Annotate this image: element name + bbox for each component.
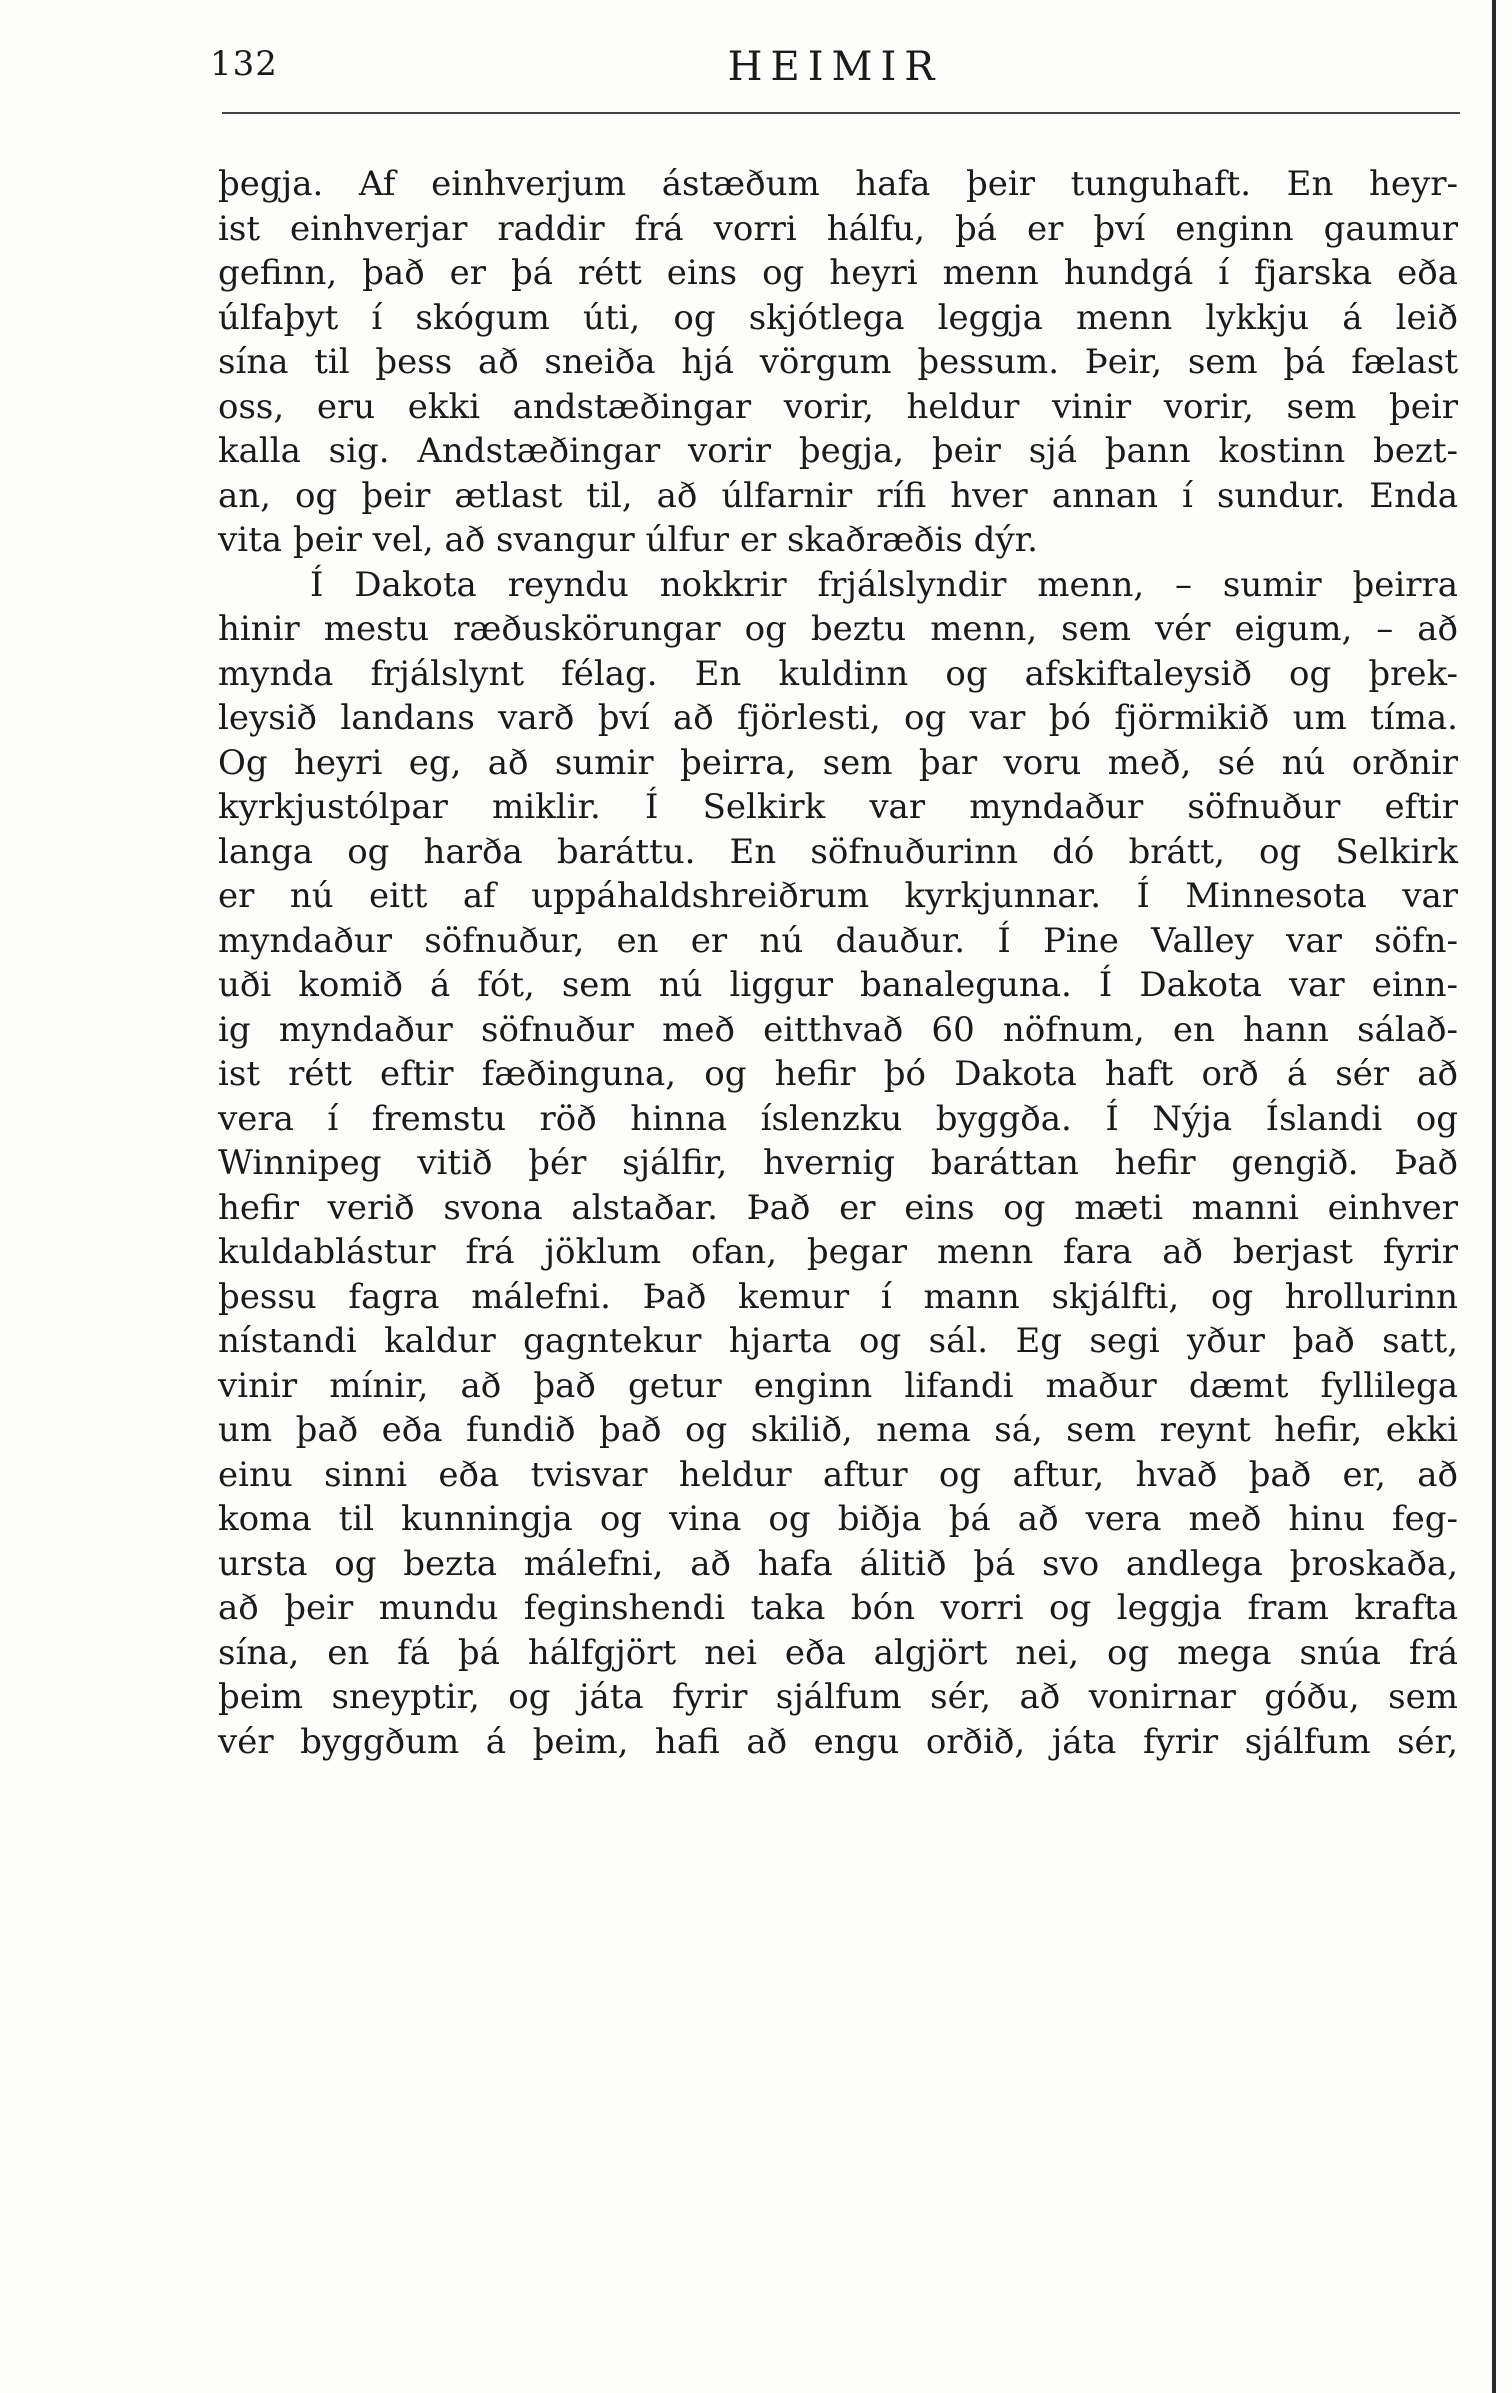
text-line: nístandi kaldur gagntekur hjarta og sál. Eg segi yður það satt, bbox=[218, 1321, 1458, 1361]
text-line: kuldablástur frá jöklum ofan, þegar menn fara að berjast fyrir bbox=[218, 1232, 1458, 1272]
page-header bbox=[210, 44, 1460, 104]
text-line: vér byggðum á þeim, hafi að engu orðið, játa fyrir sjálfum sér, bbox=[218, 1721, 1458, 1762]
text-line: gefinn, það er þá rétt eins og heyri menn hundgá í fjarska eða bbox=[218, 253, 1458, 293]
text-line: langa og harða baráttu. En söfnuðurinn dó brátt, og Selkirk bbox=[218, 831, 1458, 872]
text-line: ist einhverjar raddir frá vorri hálfu, þá er því enginn gaumur bbox=[218, 208, 1458, 249]
text-line: þeim sneyptir, og játa fyrir sjálfum sér, að vonirnar góðu, sem bbox=[218, 1677, 1458, 1717]
text-line: sína, en fá þá hálfgjört nei eða algjört nei, og mega snúa frá bbox=[218, 1632, 1458, 1673]
text-line: ist rétt eftir fæðinguna, og hefir þó Dakota haft orð á sér að bbox=[218, 1054, 1458, 1094]
text-line: kalla sig. Andstæðingar vorir þegja, þeir sjá þann kostinn bezt- bbox=[218, 431, 1458, 471]
text-line: sína til þess að sneiða hjá vörgum þessum. Þeir, sem þá fælast bbox=[218, 342, 1458, 382]
text-line: um það eða fundið það og skilið, nema sá, sem reynt hefir, ekki bbox=[218, 1410, 1458, 1450]
text-line: vera í fremstu röð hinna íslenzku byggða. Í Nýja Íslandi og bbox=[218, 1098, 1458, 1139]
text-line: uði komið á fót, sem nú liggur banaleguna. Í Dakota var einn- bbox=[218, 965, 1458, 1005]
body-text bbox=[218, 162, 1458, 1764]
page-edge-rule bbox=[1492, 0, 1496, 2393]
header-rule bbox=[222, 112, 1460, 114]
text-line: leysið landans varð því að fjörlesti, og var þó fjörmikið um tíma. bbox=[218, 698, 1458, 738]
text-line: Og heyri eg, að sumir þeirra, sem þar voru með, sé nú orðnir bbox=[218, 742, 1458, 783]
text-line: hinir mestu ræðuskörungar og beztu menn, sem vér eigum, – að bbox=[218, 609, 1458, 649]
text-line: ursta og bezta málefni, að hafa álitið þá svo andlega þroskaða, bbox=[218, 1543, 1458, 1584]
page-number: 132 bbox=[210, 44, 278, 84]
text-line: Winnipeg vitið þér sjálfir, hvernig baráttan hefir gengið. Það bbox=[218, 1143, 1458, 1183]
text-line: ig myndaður söfnuður með eitthvað 60 nöfnum, en hann sálað- bbox=[218, 1009, 1458, 1050]
text-line: þegja. Af einhverjum ástæðum hafa þeir tunguhaft. En heyr- bbox=[218, 164, 1458, 204]
text-line: vinir mínir, að það getur enginn lifandi maður dæmt fyllilega bbox=[218, 1365, 1458, 1406]
text-line: mynda frjálslynt félag. En kuldinn og afskiftaleysið og þrek- bbox=[218, 653, 1458, 694]
text-line: koma til kunningja og vina og biðja þá að vera með hinu feg- bbox=[218, 1499, 1458, 1539]
text-line: Í Dakota reyndu nokkrir frjálslyndir menn, – sumir þeirra bbox=[310, 564, 1458, 605]
text-line: hefir verið svona alstaðar. Það er eins og mæti manni einhver bbox=[218, 1187, 1458, 1228]
text-line: an, og þeir ætlast til, að úlfarnir rífi hver annan í sundur. Enda bbox=[218, 475, 1458, 516]
text-line: að þeir mundu feginshendi taka bón vorri og leggja fram krafta bbox=[218, 1588, 1458, 1628]
text-line: einu sinni eða tvisvar heldur aftur og aftur, hvað það er, að bbox=[218, 1454, 1458, 1495]
text-line: kyrkjustólpar miklir. Í Selkirk var myndaður söfnuður eftir bbox=[218, 787, 1458, 827]
text-line: er nú eitt af uppáhaldshreiðrum kyrkjunnar. Í Minnesota var bbox=[218, 876, 1458, 916]
text-line: þessu fagra málefni. Það kemur í mann skjálfti, og hrollurinn bbox=[218, 1276, 1458, 1317]
running-head: HEIMIR bbox=[727, 44, 943, 90]
text-line: vita þeir vel, að svangur úlfur er skaðræðis dýr. bbox=[218, 520, 1038, 560]
text-line: úlfaþyt í skógum úti, og skjótlega leggja menn lykkju á leið bbox=[218, 297, 1458, 338]
text-line: oss, eru ekki andstæðingar vorir, heldur vinir vorir, sem þeir bbox=[218, 386, 1458, 427]
text-line: myndaður söfnuður, en er nú dauður. Í Pine Valley var söfn- bbox=[218, 920, 1458, 961]
